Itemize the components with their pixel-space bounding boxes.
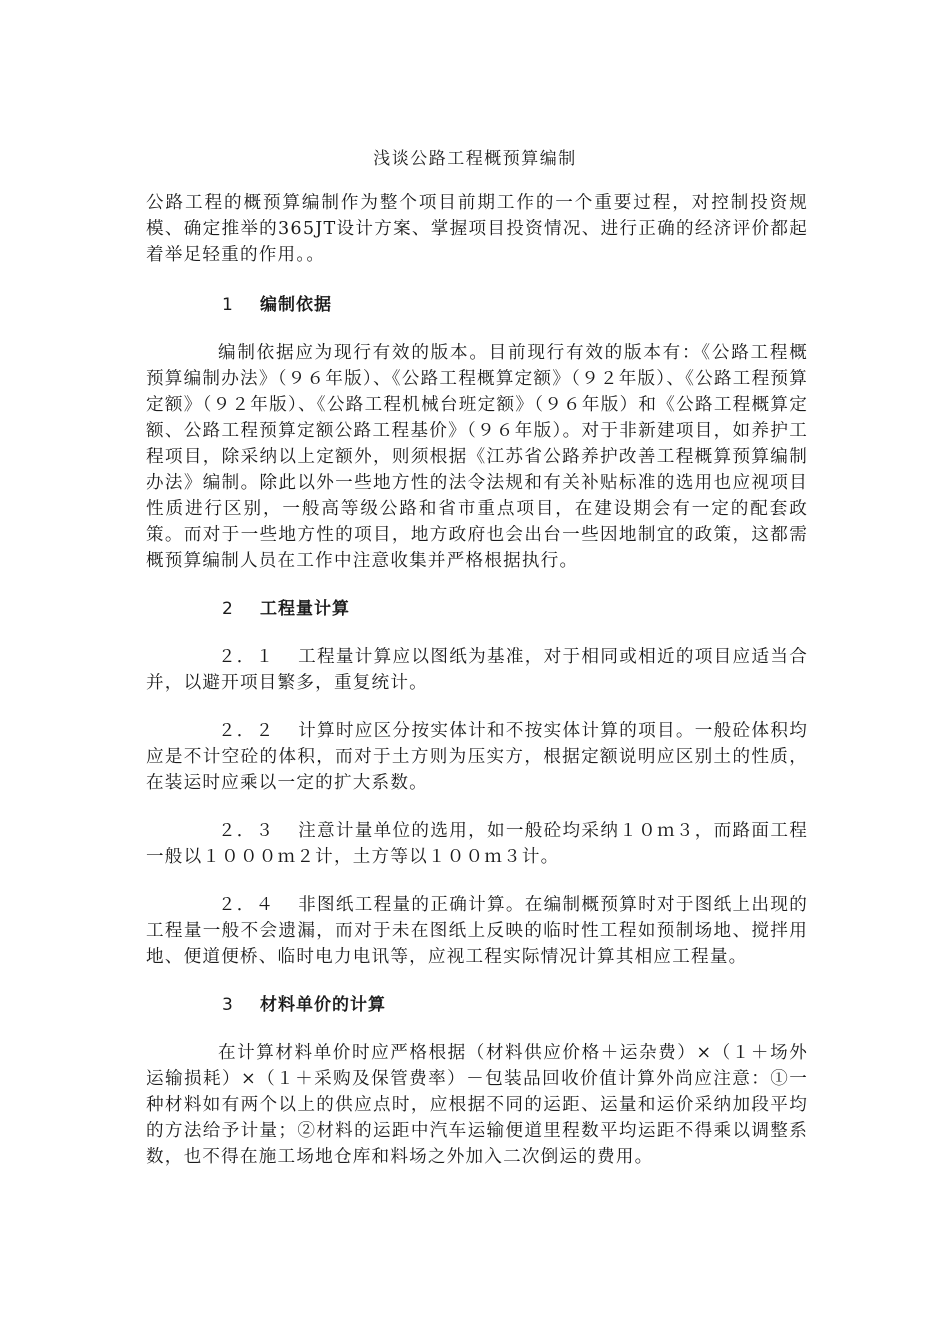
subsection-text: 工程量计算应以图纸为基准，对于相同或相近的项目应适当合并，以避开项目繁多，重复统计。 <box>146 647 808 693</box>
section-heading-1 <box>146 292 808 318</box>
section-heading-3 <box>146 992 808 1018</box>
subsection-text: 非图纸工程量的正确计算。在编制概预算时对于图纸上出现的工程量一般不会遗漏，而对于未在图纸上反映的临时性工程如预制场地、搅拌用地、便道便桥、临时电力电讯等，应视工程实际情况计算其相应工程量。 <box>146 895 808 967</box>
subsection-paragraph <box>146 718 808 796</box>
document-body <box>146 190 808 1192</box>
section-title: 编制依据 <box>260 295 332 315</box>
subsection-paragraph <box>146 818 808 870</box>
subsection-text: 注意计量单位的选用，如一般砼均采纳１０ｍ３，而路面工程一般以１０００ｍ２计，土方等以１００ｍ３计。 <box>146 821 808 867</box>
section-number: 2 <box>222 599 234 619</box>
subsection-paragraph <box>146 644 808 696</box>
section-heading-2 <box>146 596 808 622</box>
subsection-number: ２．２ <box>218 721 275 741</box>
section-title: 材料单价的计算 <box>260 995 386 1015</box>
subsection-number: ２．４ <box>218 895 275 915</box>
document-title: 浅谈公路工程概预算编制 <box>373 149 577 169</box>
section-paragraph: 编制依据应为现行有效的版本。目前现行有效的版本有：《公路工程概预算编制办法》（９６年版）、《公路工程概算定额》（９２年版）、《公路工程预算定额》（９２年版）、《公路工程机械台班定额》（９６年版）和《公路工程概算定额、公路工程预算定额公路工程基价》（９６年版）。对于非新建项目，如养护工程项目，除采纳以上定额外，则须根据《江苏省公路养护改善工程概算预算编制办法》编制。除此以外一些地方性的法令法规和有关补贴标准的选用也应视项目性质进行区别，一般高等级公路和省市重点项目，在建设期会有一定的配套政策。而对于一些地方性的项目，地方政府也会出台一些因地制宜的政策，这都需概预算编制人员在工作中注意收集并严格根据执行。 <box>146 343 808 571</box>
intro-paragraph: 公路工程的概预算编制作为整个项目前期工作的一个重要过程，对控制投资规模、确定推举的365JT设计方案、掌握项目投资情况、进行正确的经济评价都起着举足轻重的作用。。 <box>146 193 808 265</box>
subsection-text: 计算时应区分按实体计和不按实体计算的项目。一般砼体积均应是不计空砼的体积，而对于土方则为压实方，根据定额说明应区别土的性质，在装运时应乘以一定的扩大系数。 <box>146 721 808 793</box>
section-title: 工程量计算 <box>260 599 350 619</box>
subsection-paragraph <box>146 892 808 970</box>
subsection-number: ２．３ <box>218 821 275 841</box>
section-paragraph: 在计算材料单价时应严格根据（材料供应价格＋运杂费）×（１＋场外运输损耗）×（１＋采购及保管费率）－包装品回收价值计算外尚应注意：①一种材料如有两个以上的供应点时，应根据不同的运距、运量和运价采纳加段平均的方法给予计量；②材料的运距中汽车运输便道里程数平均运距不得乘以调整系数，也不得在施工场地仓库和料场之外加入二次倒运的费用。 <box>146 1043 808 1167</box>
subsection-number: ２．１ <box>218 647 275 667</box>
section-number: 1 <box>222 295 234 315</box>
section-number: 3 <box>222 995 234 1015</box>
